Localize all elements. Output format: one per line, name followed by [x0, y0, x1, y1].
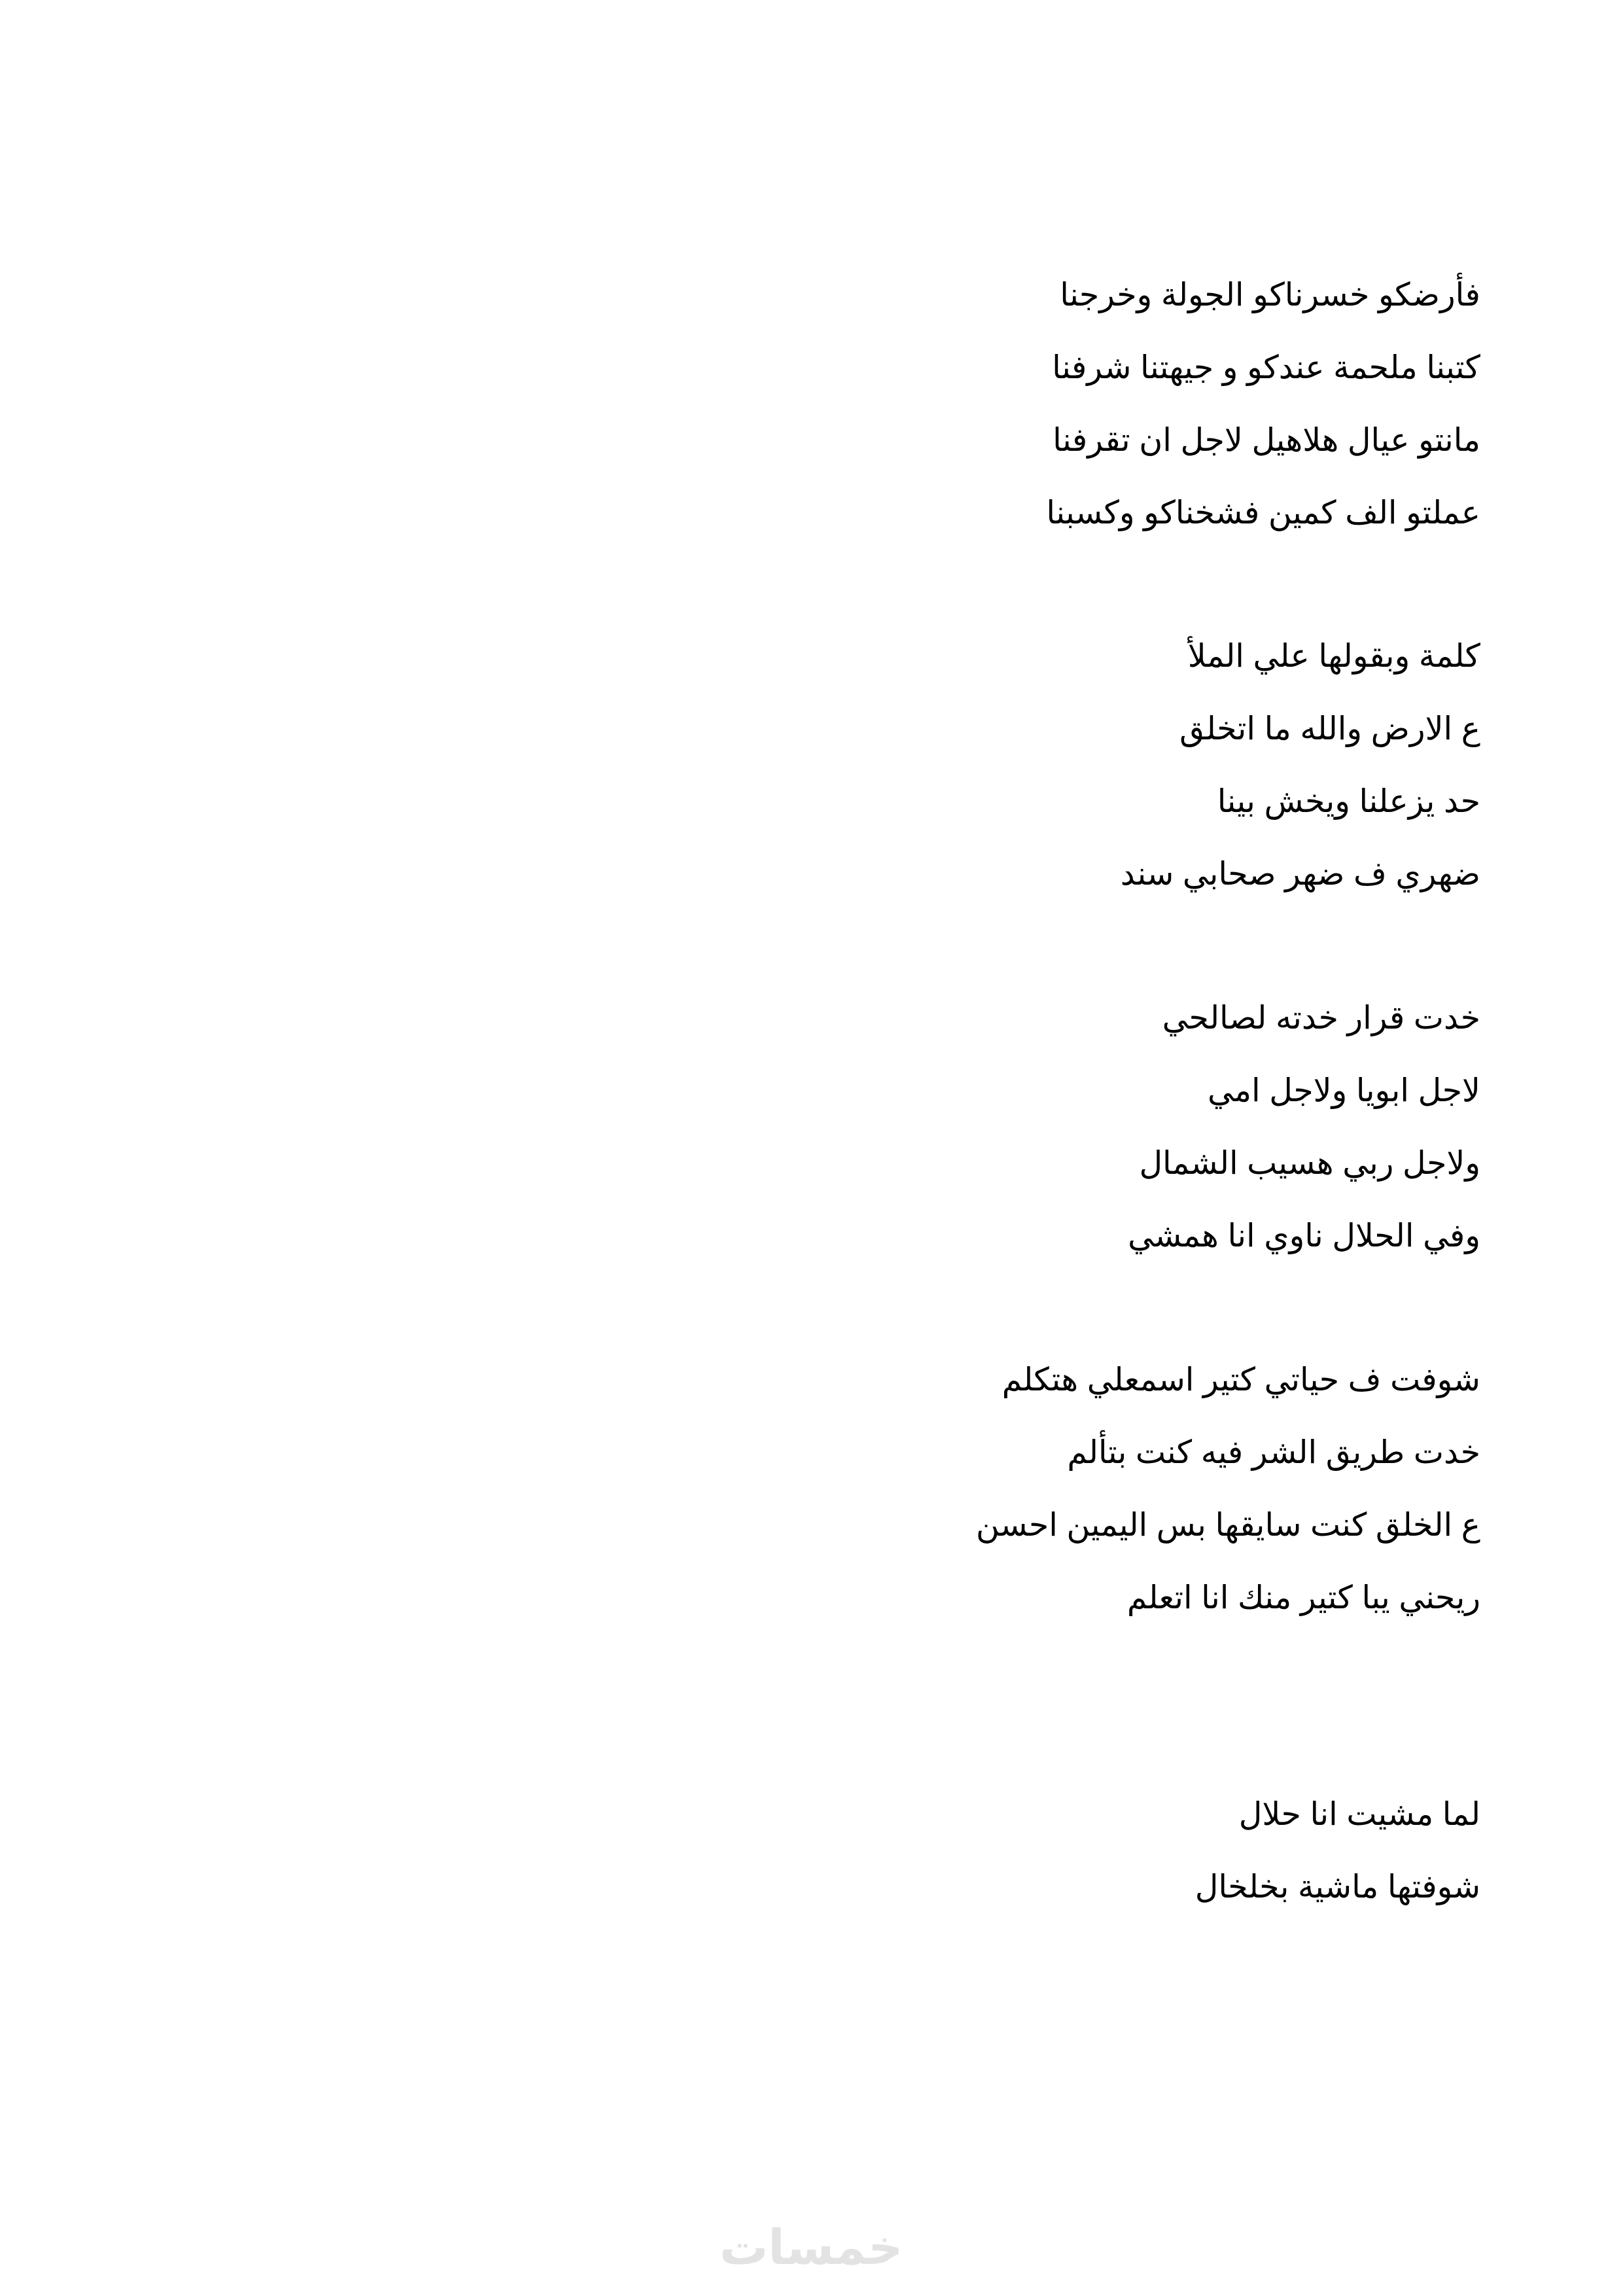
poem-line: لاجل ابويا ولاجل امي: [1207, 1073, 1480, 1108]
poem-line: كلمة وبقولها علي الملأ: [1187, 639, 1480, 674]
poem-line: ع الخلق كنت سايقها بس اليمين احسن: [975, 1508, 1480, 1543]
poem-line: وفي الحلال ناوي انا همشي: [1128, 1218, 1480, 1254]
poem-line: لما مشيت انا حلال: [1238, 1797, 1480, 1832]
poem-line: كتبنا ملحمة عندكو و جيهتنا شرفنا: [1052, 350, 1480, 385]
stanza-1: [826, 259, 1480, 550]
poem-line: ولاجل ربي هسيب الشمال: [1139, 1146, 1480, 1181]
poem-line: حد يزعلنا ويخش بينا: [1217, 784, 1480, 819]
poem-line: خدت قرار خدته لصالحي: [1162, 1000, 1480, 1036]
stanza-2: [826, 620, 1480, 911]
poem-line: مانتو عيال هلاهيل لاجل ان تقرفنا: [1053, 423, 1480, 458]
poem-line: ع الارض والله ما اتخلق: [1179, 711, 1480, 747]
stanza-5: [826, 1778, 1480, 1924]
poem-line: شوفتها ماشية بخلخال: [1195, 1869, 1480, 1905]
stanza-4: [826, 1344, 1480, 1634]
poem-line: ضهري ف ضهر صحابي سند: [1120, 857, 1480, 892]
poem-line: خدت طريق الشر فيه كنت بتألم: [1067, 1435, 1480, 1470]
watermark-logo: خمسات: [719, 2219, 903, 2276]
poem-line: عملتو الف كمين فشخناكو وكسبنا: [1046, 495, 1480, 531]
stanza-3: [826, 982, 1480, 1273]
poem-line: شوفت ف حياتي كتير اسمعلي هتكلم: [1002, 1362, 1480, 1398]
poem-line: ريحني يبا كتير منك انا اتعلم: [1126, 1580, 1480, 1616]
poem-line: فأرضكو خسرناكو الجولة وخرجنا: [1060, 277, 1480, 313]
